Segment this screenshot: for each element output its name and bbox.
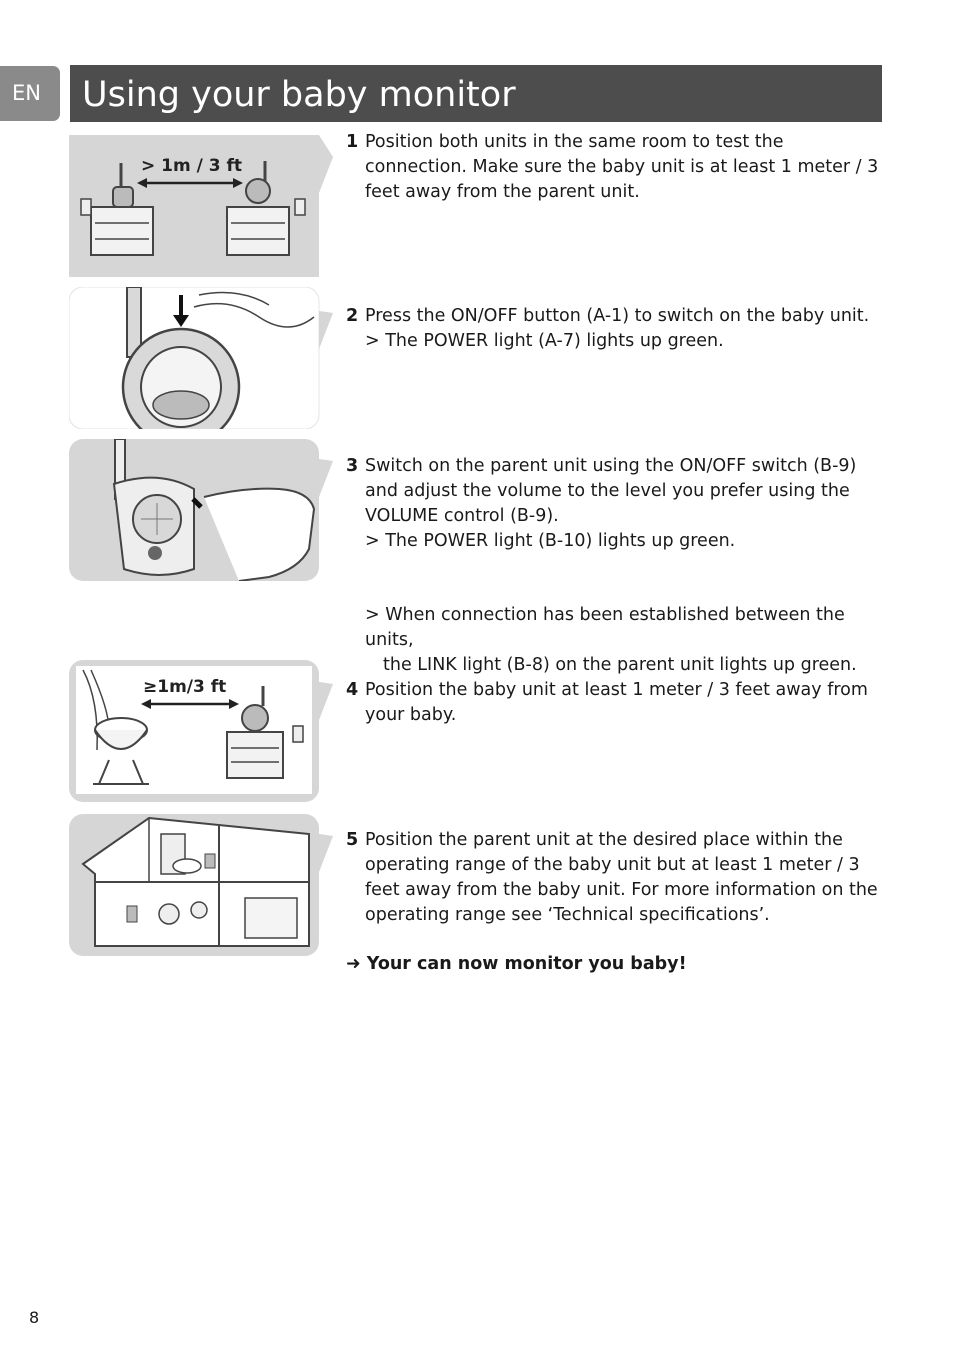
step-text: Press the ON/OFF button (A-1) to switch on the baby unit. [365,306,870,326]
link-light-note [365,603,885,678]
page-number: 8 [29,1308,40,1327]
illustration-step-2 [69,287,333,429]
final-result: ➜ Your can now monitor you baby! [346,954,687,974]
step-result: > The POWER light (A-7) lights up green. [365,331,724,351]
illustration-step-5 [69,814,333,956]
distance-label-1: > 1m / 3 ft [141,156,243,176]
illustration-step-4 [69,660,333,802]
page-title: Using your baby monitor [82,75,516,115]
step-number: 3 [346,456,359,476]
illustration-step-1 [69,135,333,277]
step-5 [346,828,886,928]
step-number: 1 [346,132,359,152]
step-text: Switch on the parent unit using the ON/OFF switch (B-9) and adjust the volume to the level you prefer using the VOLUME control (B-9). [365,456,857,526]
step-number: 4 [346,680,359,700]
step-number: 2 [346,306,359,326]
step-text: Position the baby unit at least 1 meter / 3 feet away from your baby. [365,680,868,725]
step-2 [346,304,886,354]
illustration-step-3 [69,439,333,581]
step-result: > The POWER light (B-10) lights up green. [365,531,736,551]
link-note-line-2: the LINK light (B-8) on the parent unit lights up green. [383,655,857,675]
step-4 [346,678,886,728]
link-note-line-1: > When connection has been established between the units, [365,605,845,650]
step-1 [346,130,886,205]
step-text: Position both units in the same room to test the connection. Make sure the baby unit is at least 1 meter / 3 feet away from the parent unit. [365,132,879,202]
distance-label-4: ≥1m/3 ft [143,677,227,697]
step-3 [346,454,886,554]
step-text: Position the parent unit at the desired place within the operating range of the baby unit but at least 1 meter / 3 feet away from the baby unit. For more information on the operating range see ‘Technical specifications’. [365,830,878,925]
step-number: 5 [346,830,359,850]
title-bar [70,65,882,122]
language-tab: EN [0,66,60,121]
